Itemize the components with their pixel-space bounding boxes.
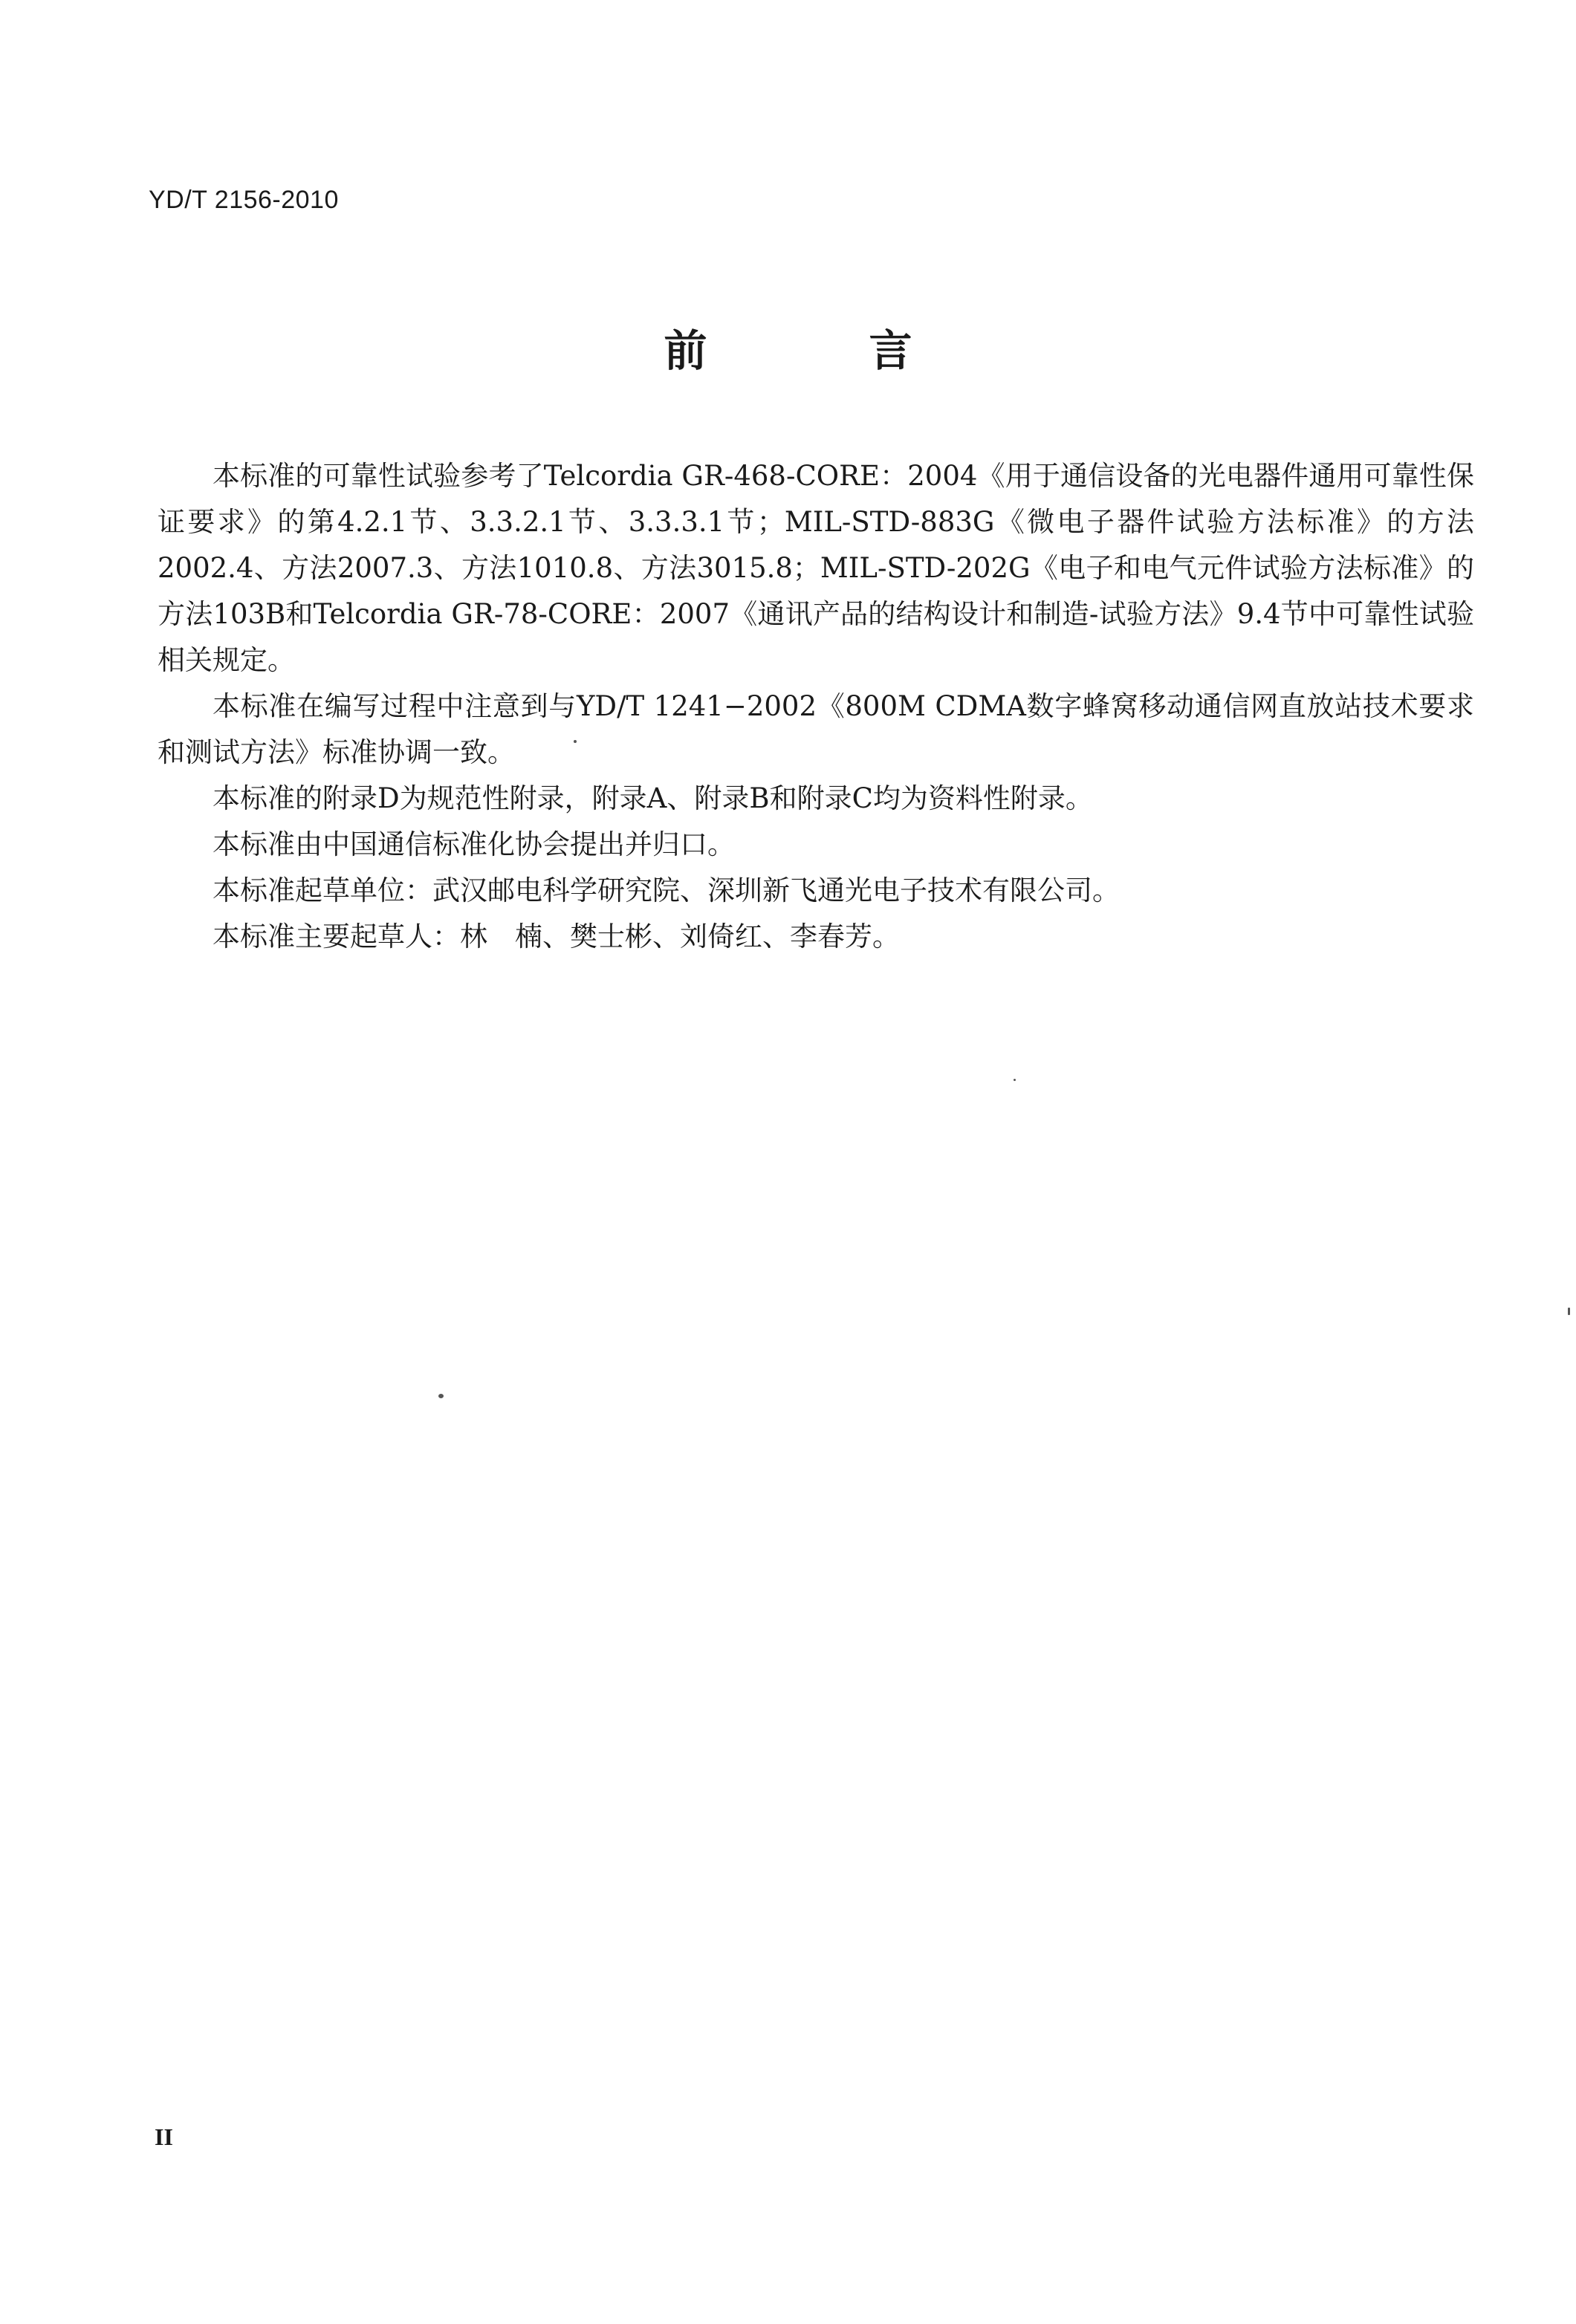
scan-speck <box>574 740 577 743</box>
paragraph-drafters: 本标准主要起草人：林 楠、樊士彬、刘倚红、李春芳。 <box>213 921 900 952</box>
paragraph-annexes: 本标准的附录D为规范性附录，附录A、附录B和附录C均为资料性附录。 <box>213 782 1093 814</box>
paragraph-references: 本标准的可靠性试验参考了Telcordia GR-468-CORE：2004《用于通信设备的光电器件通用可靠性保证要求》的第4.2.1节、3.3.2.1节、3.3.3.1节；MIL-STD-883G《微电子器件试验方法标准》的方法2002.4、方法2007.3、方法1010.8、方法3015.8；MIL-STD-202G《电子和电气元件试验方法标准》的方法103B和Telcordia GR-78-CORE：2007《通讯产品的结构设计和制造-试验方法》9.4节中可靠性试验相关规定。 <box>158 460 1474 676</box>
paragraph-proposer: 本标准由中国通信标准化协会提出并归口。 <box>213 828 735 860</box>
page-title: 前 言 <box>664 325 972 376</box>
paragraph-drafting-units: 本标准起草单位：武汉邮电科学研究院、深圳新飞通光电子技术有限公司。 <box>213 874 1120 906</box>
scan-speck <box>438 1394 444 1398</box>
scan-speck <box>1568 1308 1570 1315</box>
scan-speck <box>1014 1079 1016 1081</box>
document-code: YD/T 2156-2010 <box>149 186 339 214</box>
paragraph-coordination: 本标准在编写过程中注意到与YD/T 1241−2002《800M CDMA数字蜂窝移动通信网直放站技术要求和测试方法》标准协调一致。 <box>158 690 1474 768</box>
preface-body <box>158 453 1474 960</box>
page-number: II <box>155 2123 173 2150</box>
